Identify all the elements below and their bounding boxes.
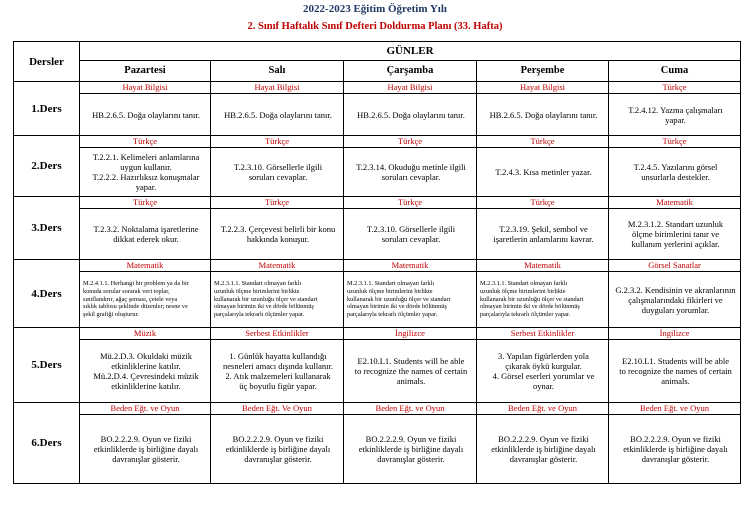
objective-text: T.2.3.10. Görsellerle ilgili soruları cevaplar.	[233, 162, 323, 182]
lesson-cell	[211, 403, 344, 484]
lesson-cell	[80, 328, 211, 403]
lesson-label: 2.Ders	[14, 136, 80, 197]
objective-text: M.2.4.1.1. Herhangi bir problem ya da bir konuda sorular sorarak veri toplar, sınıflandırır, ağaç şeması, çetele veya sıklık tablosu şeklinde düzenler; nesne ve şekil grafiği oluşturur.	[83, 280, 189, 319]
dersler-header: Dersler	[14, 42, 80, 82]
lesson-cell	[344, 82, 477, 136]
day-header-1: Pazartesi	[80, 61, 211, 82]
lesson-cell	[609, 136, 741, 197]
lesson-cell	[344, 260, 477, 328]
lesson-cell	[80, 403, 211, 484]
lesson-cell	[477, 82, 609, 136]
subject-label: Beden Eğt. ve Oyun	[609, 403, 740, 415]
objective-text: M.2.3.1.1. Standart olmayan farklı uzunluk ölçme birimlerini birlikte kullanarak bir uzunluğu ölçer ve standart olmayan birimin iki ve dörde bölünmüş parçalarıyla tekrarlı ölçümler yapar.	[347, 280, 451, 319]
lesson-row	[14, 197, 741, 260]
lesson-cell	[80, 260, 211, 328]
lesson-cell	[609, 403, 741, 484]
lesson-cell	[211, 260, 344, 328]
subject-label: Matematik	[80, 260, 210, 272]
objective-text: E2.10.L1. Students will be able to recognize the names of certain animals.	[619, 356, 732, 386]
objective-text: HB.2.6.5. Doğa olaylarını tanır.	[92, 109, 200, 120]
subject-label: Beden Eğt. ve Oyun	[477, 403, 608, 415]
lesson-cell	[211, 328, 344, 403]
subject-label: Türkçe	[477, 136, 608, 148]
lesson-cell	[344, 328, 477, 403]
subject-label: Türkçe	[211, 136, 343, 148]
subject-label: Türkçe	[80, 136, 210, 148]
lesson-cell	[609, 328, 741, 403]
subject-label: Matematik	[344, 260, 476, 272]
subject-label: Müzik	[80, 328, 210, 340]
subject-label: Matematik	[477, 260, 608, 272]
lesson-cell	[80, 136, 211, 197]
objective-text: HB.2.6.5. Doğa olaylarını tanır.	[224, 109, 332, 120]
lesson-cell	[211, 136, 344, 197]
subject-label: Matematik	[609, 197, 740, 209]
day-header-4: Perşembe	[477, 61, 609, 82]
lesson-label: 6.Ders	[14, 403, 80, 484]
objective-text: HB.2.6.5. Doğa olaylarını tanır.	[489, 109, 598, 120]
document-header	[0, 0, 750, 34]
lesson-label: 5.Ders	[14, 328, 80, 403]
objective-text: T.2.4.3. Kısa metinler yazar.	[495, 167, 592, 177]
lesson-label: 4.Ders	[14, 260, 80, 328]
lesson-cell	[477, 403, 609, 484]
objective-text: BO.2.2.2.9. Oyun ve fiziki etkinliklerde iş birliğine dayalı davranışlar gösterir.	[491, 434, 596, 464]
subject-label: Görsel Sanatlar	[609, 260, 740, 272]
subject-label: İngilizce	[344, 328, 476, 340]
objective-text: T.2.3.10. Görsellerle ilgili soruları cevaplar.	[366, 224, 456, 244]
objective-text: T.2.4.5. Yazılarını görsel unsurlarla destekler.	[633, 162, 718, 182]
lesson-label: 1.Ders	[14, 82, 80, 136]
subject-label: Türkçe	[211, 197, 343, 209]
lesson-row	[14, 328, 741, 403]
subject-label: İngilizce	[609, 328, 740, 340]
objective-text: BO.2.2.2.9. Oyun ve fiziki etkinliklerde iş birliğine dayalı davranışlar gösterir.	[358, 434, 464, 464]
lesson-row	[14, 403, 741, 484]
objective-text: 1. Günlük hayatta kullandığı nesneleri amacı dışında kullanır. 2. Atık malzemeleri kullanarak üç boyutlu figür yapar.	[223, 351, 333, 391]
subject-label: Beden Eğt. ve Oyun	[344, 403, 476, 415]
lesson-cell	[477, 260, 609, 328]
lesson-cell	[344, 403, 477, 484]
objective-text: T.2.3.2. Noktalama işaretlerine dikkat ederek okur.	[93, 224, 199, 244]
objective-text: M.2.3.1.1. Standart olmayan farklı uzunluk ölçme birimlerini birlikte kullanarak bir uzunluğu ölçer ve standart olmayan birimin iki ve dörde bölünmüş parçalarıyla tekrarlı ölçümler yapar.	[214, 280, 318, 319]
lesson-cell	[609, 260, 741, 328]
lesson-cell	[211, 197, 344, 260]
lesson-cell	[211, 82, 344, 136]
lesson-cell	[80, 197, 211, 260]
lesson-row	[14, 82, 741, 136]
objective-text: T.2.3.19. Şekil, sembol ve işaretlerin anlamlarını kavrar.	[493, 224, 594, 244]
subject-label: Hayat Bilgisi	[80, 82, 210, 94]
days-header-row	[14, 61, 741, 82]
objective-text: M.2.3.1.1. Standart olmayan farklı uzunluk ölçme birimlerini birlikte kullanarak bir uzunluğu ölçer ve standart olmayan birimin iki ve dörde bölünmüş parçalarıyla tekrarlı ölçümler yapar.	[480, 280, 584, 319]
subject-label: Matematik	[211, 260, 343, 272]
subject-label: Türkçe	[609, 136, 740, 148]
lesson-cell	[609, 82, 741, 136]
objective-text: T.2.2.3. Çerçevesi belirli bir konu hakkında konuşur.	[220, 224, 336, 244]
objective-text: G.2.3.2. Kendisinin ve akranlarının çalışmalarındaki fikirleri ve duyguları yorumlar.	[615, 284, 736, 315]
objective-text: T.2.3.14. Okuduğu metinle ilgili soruları cevaplar.	[356, 162, 466, 182]
weekly-plan-table	[13, 41, 741, 484]
subject-label: Türkçe	[477, 197, 608, 209]
day-header-3: Çarşamba	[344, 61, 477, 82]
subject-label: Türkçe	[344, 136, 476, 148]
objective-text: T.2.2.1. Kelimeleri anlamlarına uygun kullanır. T.2.2.2. Hazırlıksız konuşmalar yapar.	[92, 152, 200, 192]
subject-label: Hayat Bilgisi	[344, 82, 476, 94]
objective-text: BO.2.2.2.9. Oyun ve fiziki etkinliklerde iş birliğine dayalı davranışlar gösterir.	[623, 434, 728, 464]
subject-label: Hayat Bilgisi	[211, 82, 343, 94]
subject-label: Beden Eğt. Ve Oyun	[211, 403, 343, 415]
day-header-2: Salı	[211, 61, 344, 82]
subject-label: Serbest Etkinlikler	[477, 328, 608, 340]
objective-text: HB.2.6.5. Doğa olaylarını tanır.	[357, 109, 465, 120]
objective-text: E2.10.L1. Students will be able to recognize the names of certain animals.	[354, 356, 468, 386]
document-subtitle: 2. Sınıf Haftalık Sınıf Defteri Doldurma Planı (33. Hafta)	[247, 21, 503, 32]
subject-label: Beden Eğt. ve Oyun	[80, 403, 210, 415]
lesson-cell	[609, 197, 741, 260]
subject-label: Türkçe	[344, 197, 476, 209]
objective-text: BO.2.2.2.9. Oyun ve fiziki etkinliklerde iş birliğine dayalı davranışlar gösterir.	[93, 434, 199, 464]
lesson-cell	[344, 136, 477, 197]
subject-label: Serbest Etkinlikler	[211, 328, 343, 340]
gunler-header: GÜNLER	[80, 42, 741, 61]
subject-label: Hayat Bilgisi	[477, 82, 608, 94]
subject-label: Türkçe	[609, 82, 740, 94]
objective-text: 3. Yapılan figürlerden yola çıkarak öykü kurgular. 4. Görsel eserleri yorumlar ve oynar.	[492, 351, 595, 391]
subject-label: Türkçe	[80, 197, 210, 209]
lesson-cell	[477, 328, 609, 403]
objective-text: T.2.4.12. Yazma çalışmaları yapar.	[628, 104, 723, 125]
objective-text: BO.2.2.2.9. Oyun ve fiziki etkinliklerde iş birliğine dayalı davranışlar gösterir.	[225, 434, 331, 464]
document-title: 2022-2023 Eğitim Öğretim Yılı	[303, 3, 447, 15]
lesson-label: 3.Ders	[14, 197, 80, 260]
lessons-body	[14, 82, 741, 484]
lesson-row	[14, 260, 741, 328]
lesson-cell	[477, 136, 609, 197]
objective-text: Mü.2.D.3. Okuldaki müzik etkinliklerine katılır. Mü.2.D.4. Çevresindeki müzik etkinliklerine katılır.	[93, 351, 199, 391]
lesson-cell	[80, 82, 211, 136]
lesson-cell	[344, 197, 477, 260]
objective-text: M.2.3.1.2. Standart uzunluk ölçme birimlerini tanır ve kullanım yerlerini açıklar.	[627, 219, 724, 249]
lesson-row	[14, 136, 741, 197]
lesson-cell	[477, 197, 609, 260]
day-header-5: Cuma	[609, 61, 741, 82]
